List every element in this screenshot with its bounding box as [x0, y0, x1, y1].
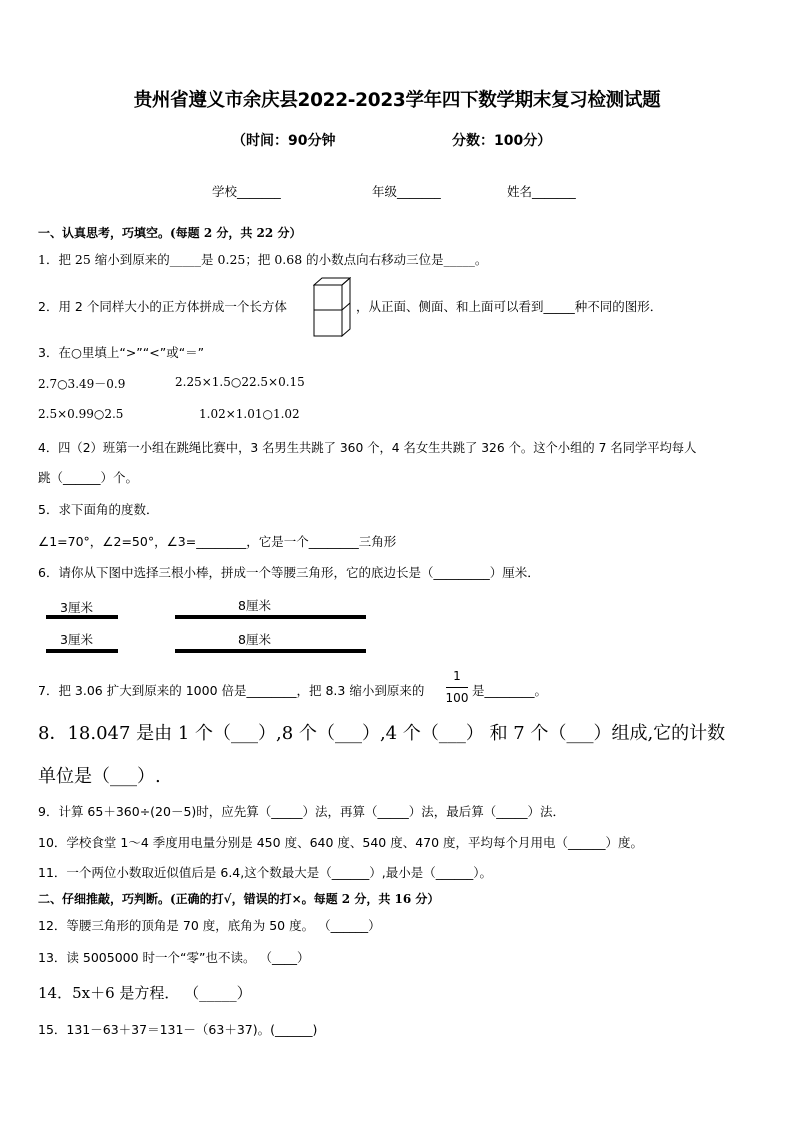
question-1: 1．把 25 缩小到原来的_____是 0.25；把 0.68 的小数点向右移动三位是_____。	[38, 252, 488, 267]
stick-label-1: 3厘米	[60, 600, 93, 615]
question-11: 11．一个两位小数取近似值后是 6.4,这个数最大是（______）,最小是（______）。	[38, 865, 492, 880]
compare-d: 1.02×1.01○1.02	[199, 407, 300, 421]
compare-c: 2.5×0.99○2.5	[38, 407, 124, 421]
stick-label-4: 8厘米	[238, 632, 271, 647]
question-4-line-1: 4．四（2）班第一小组在跳绳比赛中，3 名男生共跳了 360 个，4 名女生共跳了 326 个。这个小组的 7 名同学平均每人	[38, 441, 697, 455]
exam-time: （时间：90分钟	[232, 133, 336, 149]
question-5-detail: ∠1=70°，∠2=50°，∠3=________，它是一个________三角形	[38, 534, 397, 549]
question-3: 3．在○里填上“>”“<”或“＝”	[38, 345, 205, 360]
question-4-line-2: 跳（______）个。	[38, 470, 139, 485]
question-7-text: 7．把 3.06 扩大到原来的 1000 倍是________，把 8.3 缩小到原来的	[38, 683, 425, 698]
question-9: 9．计算 65＋360÷(20－5)时，应先算（_____）法，再算（_____）法，最后算（_____）法．	[38, 804, 566, 819]
stick-2	[175, 615, 366, 619]
fraction-denominator: 100	[445, 691, 469, 705]
school-field: 学校_______	[212, 184, 281, 199]
fraction-numerator: 1	[453, 669, 461, 683]
stick-1	[46, 615, 118, 619]
question-14: 14．5x＋6 是方程． （_____）	[38, 984, 252, 1002]
stick-3	[46, 649, 118, 653]
question-8-line-1: 8．18.047 是由 1 个（___）,8 个（___）,4 个（___） 和 7 个（___）组成,它的计数	[38, 723, 726, 744]
question-2-text-cont: ，从正面、侧面、和上面可以看到_____种不同的图形．	[356, 299, 663, 314]
question-15: 15．131－63＋37＝131－（63＋37)。(______)	[38, 1022, 318, 1037]
page-title: 贵州省遵义市余庆县2022-2023学年四下数学期末复习检测试题	[133, 90, 661, 111]
stick-label-2: 8厘米	[238, 598, 271, 613]
question-8-line-2: 单位是（___）.	[38, 766, 161, 787]
question-2-text: 2．用 2 个同样大小的正方体拼成一个长方体	[38, 299, 287, 314]
compare-b: 2.25×1.5○22.5×0.15	[175, 375, 305, 389]
question-5: 5．求下面角的度数．	[38, 502, 159, 517]
question-6: 6．请你从下图中选择三根小棒，拼成一个等腰三角形，它的底边长是（_________）厘米．	[38, 565, 540, 580]
question-13: 13．读 5005000 时一个“零”也不读。 （____）	[38, 950, 310, 965]
question-10: 10．学校食堂 1～4 季度用电量分别是 450 度、640 度、540 度、470 度，平均每个月用电（______）度。	[38, 835, 644, 850]
stick-4	[175, 649, 366, 653]
name-field: 姓名_______	[507, 184, 576, 199]
section-1-heading: 一、认真思考，巧填空。(每题 2 分，共 22 分）	[38, 226, 302, 240]
section-2-heading: 二、仔细推敲，巧判断。(正确的打√，错误的打×。每题 2 分，共 16 分）	[38, 892, 440, 906]
grade-field: 年级_______	[372, 184, 441, 199]
cuboid-figure	[313, 277, 351, 337]
stick-label-3: 3厘米	[60, 632, 93, 647]
question-12: 12．等腰三角形的顶角是 70 度，底角为 50 度。 （______）	[38, 918, 381, 933]
compare-a: 2.7○3.49－0.9	[38, 377, 126, 391]
fraction-bar	[446, 687, 468, 688]
question-7-text-cont: 是________。	[472, 683, 548, 698]
exam-score: 分数：100分）	[452, 133, 552, 149]
